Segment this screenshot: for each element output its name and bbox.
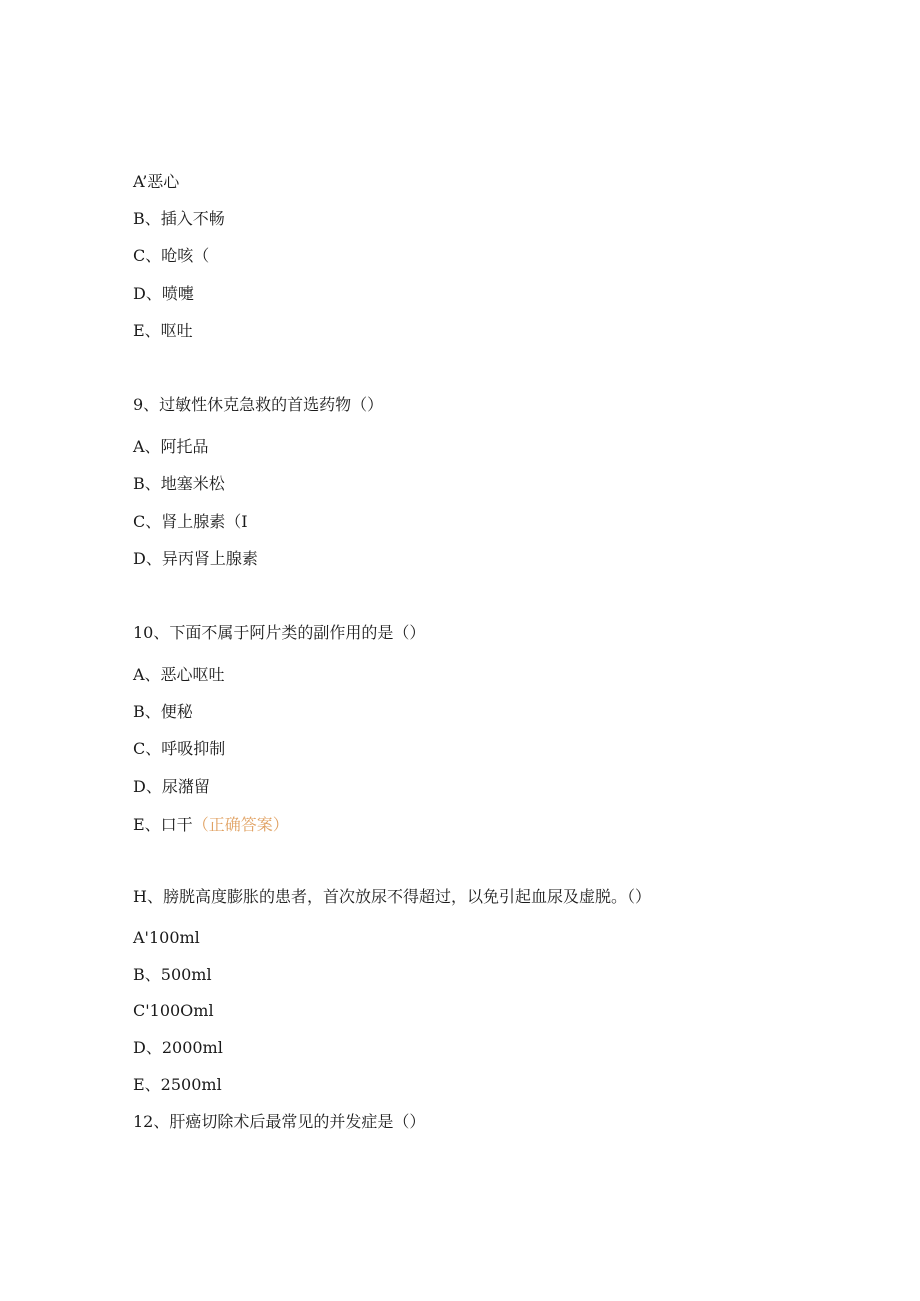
q9-option-b: B、地塞米松 — [133, 474, 225, 493]
q9-option-d: D、异丙肾上腺素 — [133, 549, 258, 568]
q11-question: H、膀胱高度膨胀的患者，首次放尿不得超过，以免引起血尿及虚脱。（） — [133, 887, 651, 906]
q10-option-c: C、呼吸抑制 — [133, 739, 226, 758]
q10-question: 10、下面不属于阿片类的副作用的是（） — [133, 623, 426, 642]
q8-option-d: D、喷嚏 — [133, 284, 194, 303]
q10-option-d: D、尿潴留 — [133, 777, 210, 796]
q11-option-a: A'100ml — [133, 928, 200, 947]
q12-question: 12、肝癌切除术后最常见的并发症是（） — [133, 1112, 426, 1131]
q11-option-e: E、2500ml — [133, 1075, 222, 1094]
q9-question: 9、过敏性休克急救的首选药物（） — [133, 395, 384, 414]
q11-option-d: D、2000ml — [133, 1038, 223, 1057]
q10-option-a: A、恶心呕吐 — [133, 665, 225, 684]
q8-option-c: C、呛咳（ — [133, 246, 210, 265]
q11-option-c: C'100Oml — [133, 1001, 214, 1020]
q8-option-b: B、插入不畅 — [133, 209, 225, 228]
q10-option-b: B、便秘 — [133, 702, 193, 721]
q9-option-a: A、阿托品 — [133, 437, 209, 456]
q11-option-b: B、500ml — [133, 965, 212, 984]
correct-answer-note: （正确答案） — [192, 815, 289, 834]
q10-option-e — [133, 815, 289, 835]
q8-option-a: A’恶心 — [133, 172, 180, 191]
q10-option-e-text: E、口干 — [133, 815, 193, 834]
q9-option-c: C、肾上腺素（I — [133, 512, 248, 531]
q8-option-e: E、呕吐 — [133, 321, 193, 340]
